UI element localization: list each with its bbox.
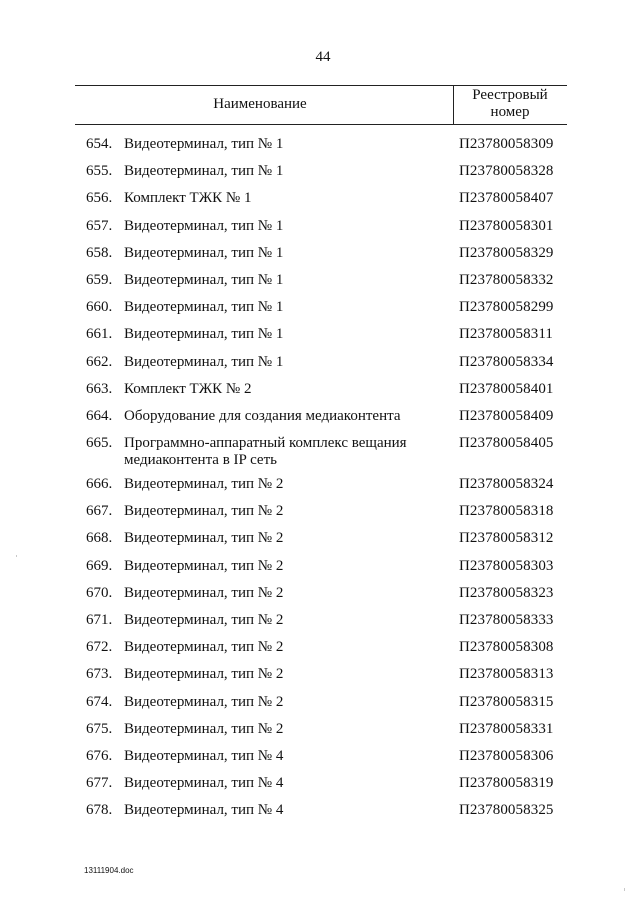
row-number: 666. bbox=[86, 476, 113, 493]
row-registry-number: П23780058309 bbox=[459, 136, 554, 152]
row-name: Видеотерминал, тип № 4 bbox=[124, 747, 284, 764]
row-registry-number: П23780058324 bbox=[459, 476, 554, 493]
row-number: 665. bbox=[86, 435, 113, 452]
table-row bbox=[0, 524, 640, 551]
table-row bbox=[0, 769, 640, 796]
row-registry-number: П23780058332 bbox=[459, 271, 554, 288]
row-registry-number: П23780058325 bbox=[459, 802, 554, 819]
row-registry-number: П23780058323 bbox=[459, 584, 554, 601]
row-number: 654. bbox=[86, 136, 113, 152]
row-name: Видеотерминал, тип № 2 bbox=[124, 639, 284, 656]
table-row bbox=[0, 239, 640, 266]
row-registry-number: П23780058311 bbox=[459, 326, 553, 343]
row-name: Видеотерминал, тип № 1 bbox=[124, 299, 284, 316]
row-name: Оборудование для создания медиаконтента bbox=[124, 407, 401, 424]
row-name: Комплект ТЖК № 2 bbox=[124, 380, 252, 397]
table-row bbox=[0, 212, 640, 239]
table-row bbox=[0, 348, 640, 375]
row-number: 657. bbox=[86, 217, 113, 234]
row-registry-number: П23780058407 bbox=[459, 190, 554, 207]
row-name: Видеотерминал, тип № 2 bbox=[124, 693, 284, 710]
row-name: Видеотерминал, тип № 1 bbox=[124, 217, 284, 234]
row-name: Видеотерминал, тип № 2 bbox=[124, 557, 284, 574]
row-number: 655. bbox=[86, 163, 113, 180]
table-row bbox=[0, 470, 640, 497]
table-row bbox=[0, 606, 640, 633]
row-number: 670. bbox=[86, 584, 113, 601]
row-number: 658. bbox=[86, 244, 113, 261]
document-filename: 13111904.doc bbox=[84, 866, 134, 875]
row-name: Видеотерминал, тип № 1 bbox=[124, 353, 284, 370]
table-row bbox=[0, 402, 640, 429]
row-name: Видеотерминал, тип № 2 bbox=[124, 476, 284, 493]
row-registry-number: П23780058299 bbox=[459, 299, 554, 316]
column-header-registry-line2: номер bbox=[490, 104, 530, 120]
row-number: 678. bbox=[86, 802, 113, 819]
row-name: Видеотерминал, тип № 1 bbox=[124, 326, 284, 343]
row-name: Видеотерминал, тип № 2 bbox=[124, 530, 284, 547]
table-row bbox=[0, 320, 640, 347]
row-registry-number: П23780058319 bbox=[459, 775, 554, 792]
row-number: 674. bbox=[86, 693, 113, 710]
table-row bbox=[0, 660, 640, 687]
row-number: 656. bbox=[86, 190, 113, 207]
row-name: Видеотерминал, тип № 2 bbox=[124, 720, 284, 737]
row-registry-number: П23780058308 bbox=[459, 639, 554, 656]
row-number: 663. bbox=[86, 380, 113, 397]
row-registry-number: П23780058401 bbox=[459, 380, 554, 397]
row-number: 676. bbox=[86, 747, 113, 764]
row-number: 661. bbox=[86, 326, 113, 343]
row-name: Видеотерминал, тип № 4 bbox=[124, 775, 284, 792]
row-name: Видеотерминал, тип № 4 bbox=[124, 802, 284, 819]
column-header-registry-line1: Реестровый bbox=[472, 87, 548, 103]
table-row bbox=[0, 130, 640, 157]
column-header-registry bbox=[453, 87, 567, 121]
row-registry-number: П23780058318 bbox=[459, 503, 554, 520]
row-registry-number: П23780058331 bbox=[459, 720, 554, 737]
row-number: 672. bbox=[86, 639, 113, 656]
scan-artifact bbox=[624, 888, 625, 891]
row-registry-number: П23780058313 bbox=[459, 666, 554, 683]
row-number: 669. bbox=[86, 557, 113, 574]
row-number: 664. bbox=[86, 407, 113, 424]
row-name: Видеотерминал, тип № 2 bbox=[124, 503, 284, 520]
table-row bbox=[0, 796, 640, 823]
row-name: Видеотерминал, тип № 1 bbox=[124, 271, 284, 288]
row-number: 662. bbox=[86, 353, 113, 370]
page-number: 44 bbox=[315, 49, 331, 65]
row-name: Программно-аппаратный комплекс вещания медиаконтента в IP сеть bbox=[124, 435, 407, 469]
row-registry-number: П23780058315 bbox=[459, 693, 554, 710]
table-row bbox=[0, 688, 640, 715]
table-row bbox=[0, 579, 640, 606]
row-number: 668. bbox=[86, 530, 113, 547]
row-name: Видеотерминал, тип № 1 bbox=[124, 244, 284, 261]
row-name: Видеотерминал, тип № 1 bbox=[124, 163, 284, 180]
row-name: Видеотерминал, тип № 1 bbox=[124, 136, 284, 152]
row-registry-number: П23780058306 bbox=[459, 747, 554, 764]
table-row bbox=[0, 497, 640, 524]
row-name: Видеотерминал, тип № 2 bbox=[124, 612, 284, 628]
row-registry-number: П23780058333 bbox=[459, 612, 554, 628]
table-row bbox=[0, 184, 640, 211]
column-header-name: Наименование bbox=[213, 96, 307, 112]
row-registry-number: П23780058405 bbox=[459, 435, 554, 452]
row-name: Видеотерминал, тип № 2 bbox=[124, 666, 284, 683]
table-row bbox=[0, 715, 640, 742]
row-registry-number: П23780058334 bbox=[459, 353, 554, 370]
row-registry-number: П23780058301 bbox=[459, 217, 554, 234]
table-header bbox=[75, 85, 567, 125]
table-row bbox=[0, 552, 640, 579]
table-row bbox=[0, 293, 640, 320]
row-name: Комплект ТЖК № 1 bbox=[124, 190, 252, 207]
row-number: 671. bbox=[86, 612, 113, 628]
table-row bbox=[0, 266, 640, 293]
row-number: 673. bbox=[86, 666, 113, 683]
table-row bbox=[0, 742, 640, 769]
row-name: Видеотерминал, тип № 2 bbox=[124, 584, 284, 601]
row-registry-number: П23780058312 bbox=[459, 530, 554, 547]
row-registry-number: П23780058328 bbox=[459, 163, 554, 180]
table-body bbox=[0, 130, 640, 824]
row-number: 677. bbox=[86, 775, 113, 792]
table-row bbox=[0, 157, 640, 184]
row-registry-number: П23780058303 bbox=[459, 557, 554, 574]
row-registry-number: П23780058329 bbox=[459, 244, 554, 261]
table-row bbox=[0, 429, 640, 470]
row-number: 667. bbox=[86, 503, 113, 520]
row-number: 660. bbox=[86, 299, 113, 316]
table-row bbox=[0, 375, 640, 402]
row-registry-number: П23780058409 bbox=[459, 407, 554, 424]
row-number: 659. bbox=[86, 271, 113, 288]
scan-artifact bbox=[16, 555, 17, 557]
row-number: 675. bbox=[86, 720, 113, 737]
table-row bbox=[0, 633, 640, 660]
